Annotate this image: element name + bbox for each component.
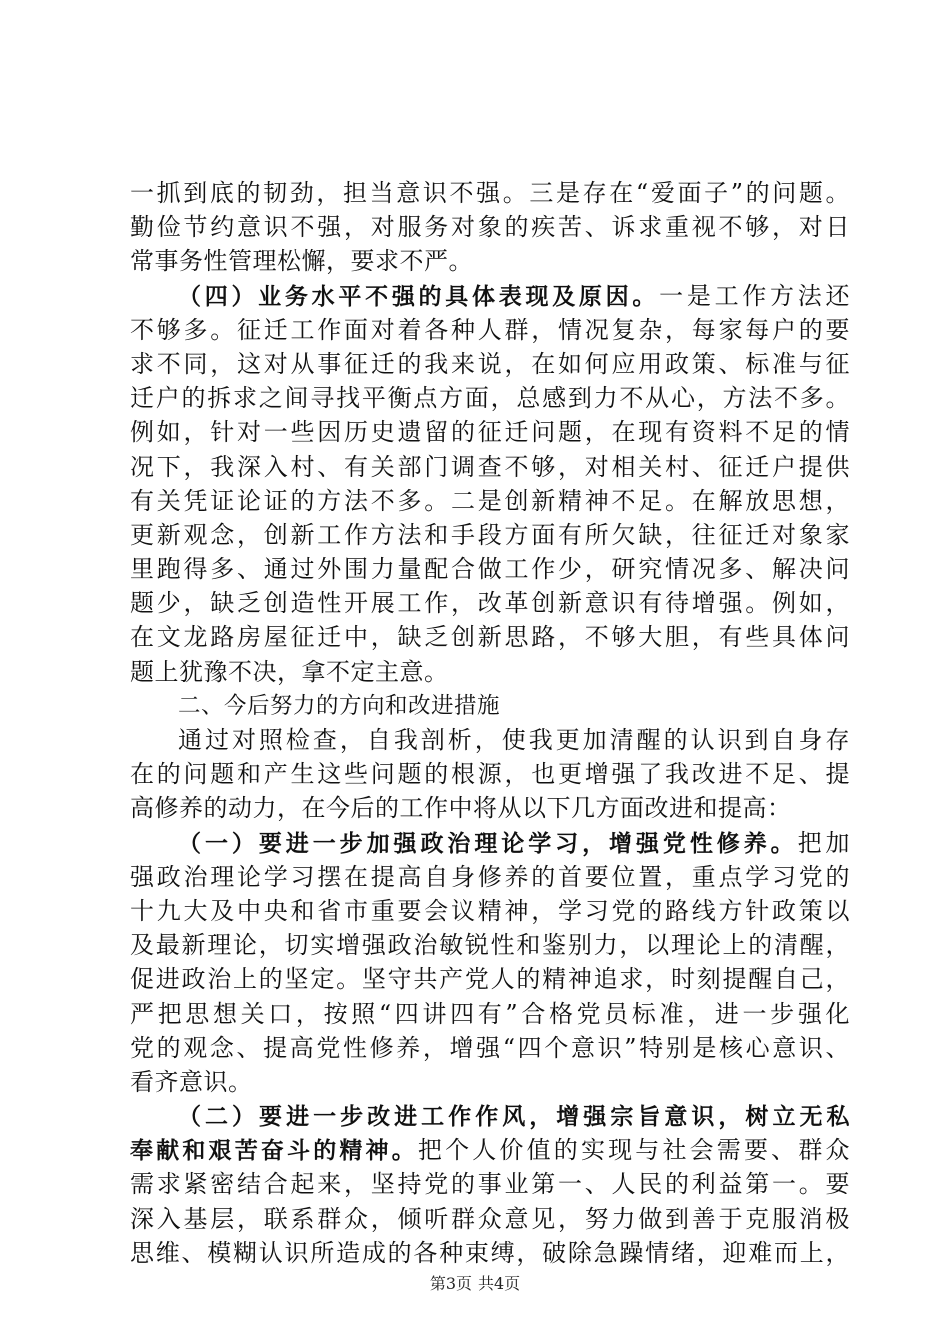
text-line: 求不同，这对从事征迁的我来说，在如何应用政策、标准与征 (130, 349, 850, 378)
text-line: 例如，针对一些因历史遗留的征迁问题，在现有资料不足的情 (130, 418, 850, 447)
text-line (130, 279, 850, 313)
text-line: 题少，缺乏创造性开展工作，改革创新意识有待增强。例如， (130, 589, 850, 618)
text-line: 需求紧密结合起来，坚持党的事业第一、人民的利益第一。要 (130, 1170, 850, 1199)
text-line: 更新观念，创新工作方法和手段方面有所欠缺，往征迁对象家 (130, 520, 850, 549)
text-line: 高修养的动力，在今后的工作中将从以下几方面改进和提高： (130, 794, 792, 823)
text-line: 在文龙路房屋征迁中，缺乏创新思路，不够大胆，有些具体问 (130, 623, 850, 652)
text-line: 在的问题和产生这些问题的根源，也更增强了我改进不足、提 (130, 760, 850, 789)
text-line: 里跑得多、通过外围力量配合做工作少，研究情况多、解决问 (130, 555, 850, 584)
text-line: 一抓到底的韧劲，担当意识不强。三是存在“爱面子”的问题。 (130, 179, 850, 207)
text-line: 题上犹豫不决，拿不定主意。 (130, 657, 449, 686)
text-line: 及最新理论，切实增强政治敏锐性和鉴别力，以理论上的清醒， (130, 931, 850, 960)
text-line: 常事务性管理松懈，要求不严。 (130, 247, 473, 276)
text-line (130, 1133, 850, 1167)
text-line: 十九大及中央和省市重要会议精神，学习党的路线方针政策以 (130, 896, 850, 925)
page-total: 共4页 (478, 1274, 521, 1293)
text-line: 有关凭证论证的方法不多。二是创新精神不足。在解放思想， (130, 486, 850, 515)
text-line: 勤俭节约意识不强，对服务对象的疾苦、诉求重视不够，对日 (130, 213, 850, 242)
text-line: 思维、模糊认识所造成的各种束缚，破除急躁情绪，迎难而上， (130, 1238, 850, 1267)
paragraph-text: 一是工作方法还 (659, 281, 850, 310)
text-line: 严把思想关口，按照“四讲四有”合格党员标准，进一步强化 (130, 999, 850, 1028)
paragraph-text: 把加 (797, 828, 850, 857)
text-line (130, 1099, 850, 1133)
text-line: 强政治理论学习摆在提高自身修养的首要位置，重点学习党的 (130, 862, 850, 891)
text-line: 党的观念、提高党性修养，增强“四个意识”特别是核心意识、 (130, 1033, 850, 1062)
subsection-heading: （二）要进一步改进工作作风，增强宗旨意识，树立无私 (178, 1104, 850, 1131)
text-line: 促进政治上的坚定。坚守共产党人的精神追求，时刻提醒自己， (130, 965, 850, 994)
document-body (130, 176, 850, 1270)
subsection-heading: 奉献和艰苦奋斗的精神。 (130, 1138, 418, 1165)
subsection-heading: （四）业务水平不强的具体表现及原因。 (178, 283, 660, 310)
text-line: 深入基层，联系群众，倾听群众意见，努力做到善于克服消极 (130, 1204, 850, 1233)
text-line: 看齐意识。 (130, 1067, 253, 1096)
text-line: 况下，我深入村、有关部门调查不够，对相关村、征迁户提供 (130, 452, 850, 481)
page-footer (0, 1271, 950, 1294)
text-line: 迁户的拆求之间寻找平衡点方面，总感到力不从心，方法不多。 (130, 384, 850, 413)
text-line: 通过对照检查，自我剖析，使我更加清醒的认识到自身存 (178, 726, 850, 754)
paragraph-text: 把个人价值的实现与社会需要、群众 (417, 1136, 851, 1165)
text-line: 不够多。征迁工作面对着各种人群，情况复杂，每家每户的要 (130, 315, 850, 344)
page-number: 第3页 (429, 1274, 472, 1293)
subsection-heading: （一）要进一步加强政治理论学习，增强党性修养。 (178, 830, 798, 857)
text-line (130, 826, 850, 860)
section-heading: 二、今后努力的方向和改进措施 (178, 692, 501, 719)
